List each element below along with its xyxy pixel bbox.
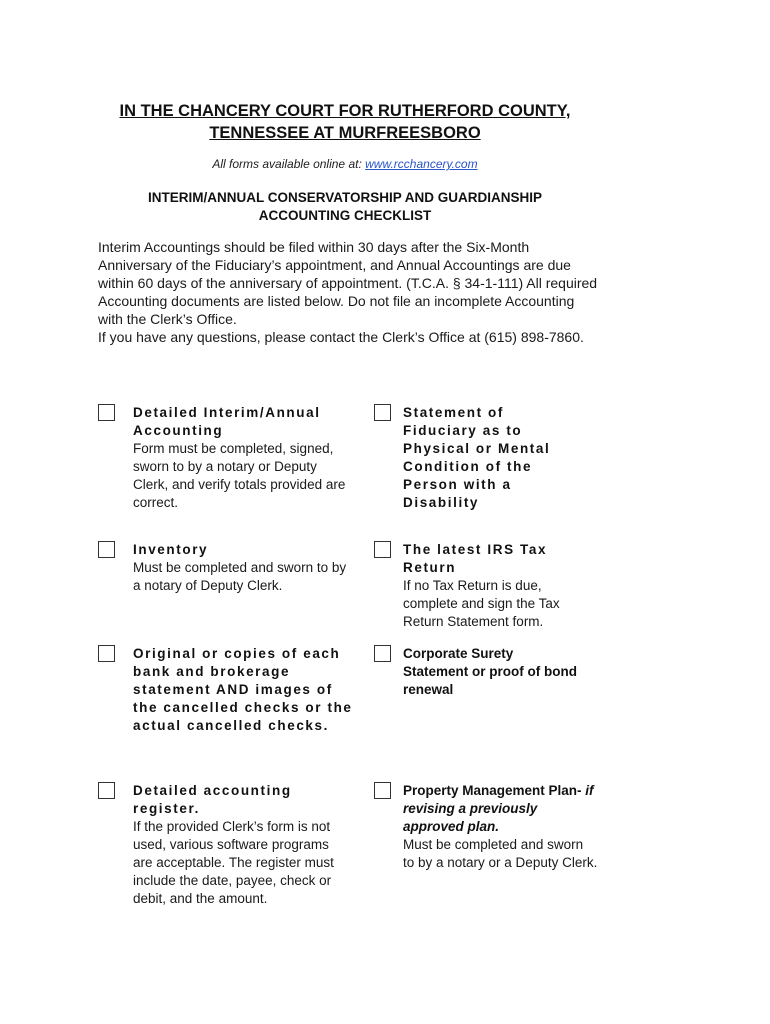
- item-heading: Detailed Interim/Annual Accounting: [133, 405, 321, 438]
- checkbox-detailed-accounting[interactable]: [98, 404, 115, 421]
- item-description: Must be completed and sworn to by a notary or a Deputy Clerk.: [403, 837, 598, 870]
- court-title: [80, 100, 610, 144]
- item-heading: Original or copies of each bank and brokerage statement AND images of the cancelled checks or the actual cancelled checks.: [133, 646, 353, 733]
- intro-paragraph-2: If you have any questions, please contact the Clerk’s Office at (615) 898-7860.: [98, 329, 584, 345]
- checkbox-property-management[interactable]: [374, 782, 391, 799]
- court-title-line2: TENNESSEE AT MURFREESBORO: [209, 124, 481, 142]
- checklist-title-line2: ACCOUNTING CHECKLIST: [258, 208, 432, 223]
- item-description: Must be completed and sworn to by a notary of Deputy Clerk.: [133, 560, 347, 593]
- item-heading-italic: if revising a previously approved plan.: [403, 783, 594, 834]
- website-link[interactable]: www.rcchancery.com: [365, 157, 478, 171]
- item-heading-wrap: [403, 782, 598, 836]
- item-description: Form must be completed, signed, sworn to by a notary or Deputy Clerk, and verify totals provided are correct.: [133, 441, 346, 510]
- checkbox-statement-fiduciary[interactable]: [374, 404, 391, 421]
- item-heading: Statement of Fiduciary as to Physical or Mental Condition of the Person with a Disability: [403, 405, 551, 510]
- checkbox-inventory[interactable]: [98, 541, 115, 558]
- checklist-title-line1: INTERIM/ANNUAL CONSERVATORSHIP AND GUARDIANSHIP: [147, 190, 543, 205]
- item-heading: Inventory: [133, 542, 209, 557]
- item-heading: The latest IRS Tax Return: [403, 542, 548, 575]
- item-heading: Property Management Plan-: [403, 783, 582, 798]
- intro-text: [98, 238, 598, 346]
- checkbox-accounting-register[interactable]: [98, 782, 115, 799]
- checkbox-irs-tax-return[interactable]: [374, 541, 391, 558]
- online-forms-note: [80, 157, 610, 171]
- item-heading: Corporate Surety Statement or proof of bond renewal: [403, 646, 577, 697]
- court-title-line1: IN THE CHANCERY COURT FOR RUTHERFORD COUNTY,: [119, 102, 571, 120]
- checklist-title: [90, 189, 600, 225]
- item-description: If the provided Clerk’s form is not used, various software programs are acceptable. The register must include the date, payee, check or debit, and the amount.: [133, 819, 334, 906]
- checkbox-bank-statements[interactable]: [98, 645, 115, 662]
- item-heading: Detailed accounting register.: [133, 783, 292, 816]
- intro-paragraph-1: Interim Accountings should be filed within 30 days after the Six-Month Anniversary of the Fiduciary’s appointment, and Annual Accountings are due within 60 days of the anniversary of appointment. (T.C.A. § 34-1-111) All required Accounting documents are listed below. Do not file an incomplete Accounting with the Clerk’s Office.: [98, 239, 598, 327]
- checkbox-corporate-surety[interactable]: [374, 645, 391, 662]
- online-prefix: All forms available online at:: [212, 157, 366, 171]
- item-description: If no Tax Return is due, complete and sign the Tax Return Statement form.: [403, 578, 560, 629]
